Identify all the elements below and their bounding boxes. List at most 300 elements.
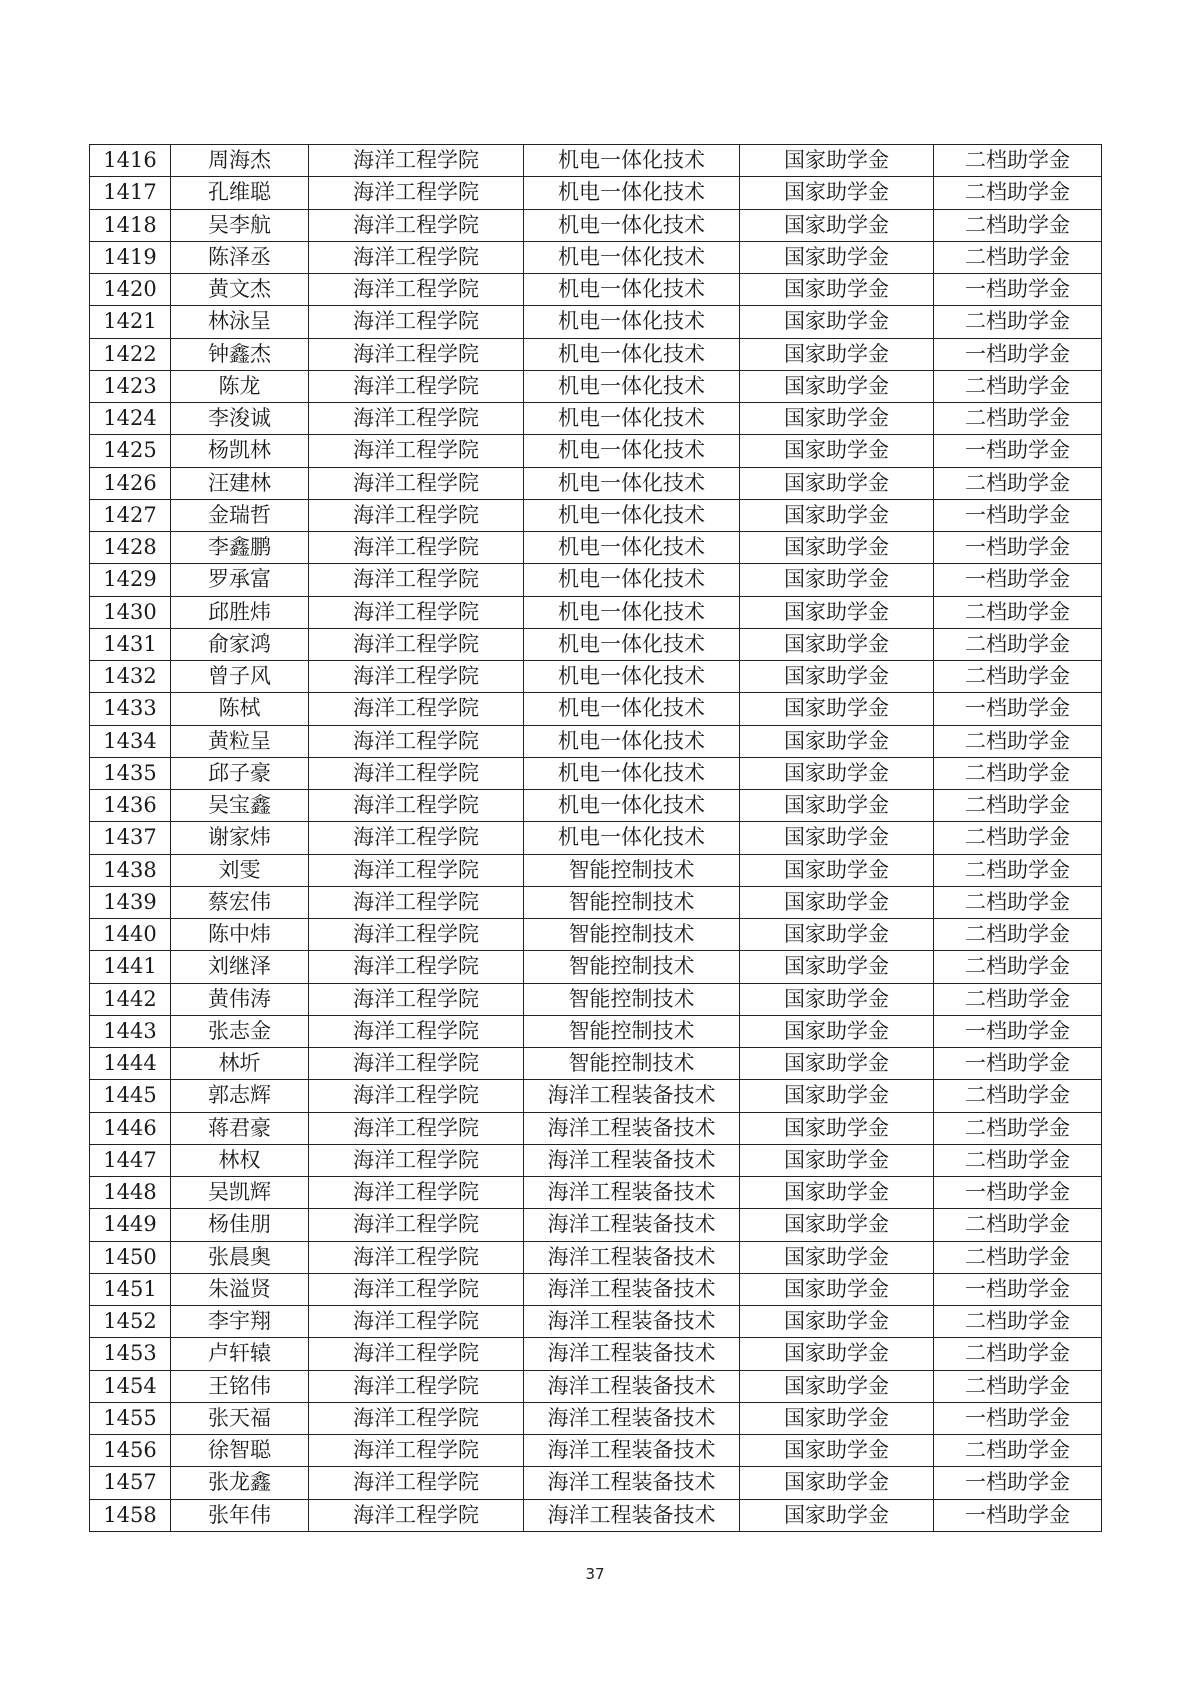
aid-level-cell: 二档助学金 [934, 822, 1102, 854]
college-cell: 海洋工程学院 [309, 1273, 524, 1305]
table-row [90, 274, 1102, 306]
aid-type-cell: 国家助学金 [740, 1015, 934, 1047]
college-cell: 海洋工程学院 [309, 499, 524, 531]
table-row [90, 757, 1102, 789]
serial-number-cell: 1446 [90, 1112, 171, 1144]
table-row [90, 370, 1102, 402]
serial-number-cell: 1457 [90, 1467, 171, 1499]
major-cell: 机电一体化技术 [524, 757, 740, 789]
table-row [90, 854, 1102, 886]
student-name-cell: 刘继泽 [171, 951, 309, 983]
college-cell: 海洋工程学院 [309, 886, 524, 918]
table-row [90, 1499, 1102, 1531]
major-cell: 海洋工程装备技术 [524, 1241, 740, 1273]
major-cell: 海洋工程装备技术 [524, 1177, 740, 1209]
college-cell: 海洋工程学院 [309, 628, 524, 660]
table-row [90, 661, 1102, 693]
aid-type-cell: 国家助学金 [740, 209, 934, 241]
aid-level-cell: 二档助学金 [934, 1144, 1102, 1176]
student-name-cell: 陈中炜 [171, 919, 309, 951]
aid-type-cell: 国家助学金 [740, 499, 934, 531]
student-name-cell: 陈泽丞 [171, 241, 309, 273]
aid-level-cell: 一档助学金 [934, 499, 1102, 531]
table-row [90, 338, 1102, 370]
serial-number-cell: 1444 [90, 1048, 171, 1080]
serial-number-cell: 1445 [90, 1080, 171, 1112]
aid-type-cell: 国家助学金 [740, 1273, 934, 1305]
student-name-cell: 金瑞哲 [171, 499, 309, 531]
major-cell: 海洋工程装备技术 [524, 1080, 740, 1112]
aid-level-cell: 二档助学金 [934, 983, 1102, 1015]
major-cell: 智能控制技术 [524, 886, 740, 918]
serial-number-cell: 1456 [90, 1435, 171, 1467]
aid-level-cell: 二档助学金 [934, 725, 1102, 757]
major-cell: 机电一体化技术 [524, 370, 740, 402]
table-row [90, 886, 1102, 918]
aid-type-cell: 国家助学金 [740, 306, 934, 338]
table-row [90, 499, 1102, 531]
serial-number-cell: 1451 [90, 1273, 171, 1305]
aid-level-cell: 二档助学金 [934, 1370, 1102, 1402]
table-row [90, 790, 1102, 822]
college-cell: 海洋工程学院 [309, 564, 524, 596]
major-cell: 智能控制技术 [524, 1048, 740, 1080]
major-cell: 机电一体化技术 [524, 467, 740, 499]
student-name-cell: 黄伟涛 [171, 983, 309, 1015]
serial-number-cell: 1430 [90, 596, 171, 628]
aid-type-cell: 国家助学金 [740, 919, 934, 951]
aid-type-cell: 国家助学金 [740, 370, 934, 402]
aid-type-cell: 国家助学金 [740, 1306, 934, 1338]
major-cell: 机电一体化技术 [524, 209, 740, 241]
major-cell: 海洋工程装备技术 [524, 1499, 740, 1531]
serial-number-cell: 1438 [90, 854, 171, 886]
major-cell: 机电一体化技术 [524, 338, 740, 370]
student-name-cell: 郭志辉 [171, 1080, 309, 1112]
aid-level-cell: 二档助学金 [934, 1080, 1102, 1112]
serial-number-cell: 1429 [90, 564, 171, 596]
aid-type-cell: 国家助学金 [740, 241, 934, 273]
aid-level-cell: 二档助学金 [934, 951, 1102, 983]
college-cell: 海洋工程学院 [309, 951, 524, 983]
student-name-cell: 刘雯 [171, 854, 309, 886]
aid-level-cell: 二档助学金 [934, 1112, 1102, 1144]
aid-type-cell: 国家助学金 [740, 1241, 934, 1273]
aid-level-cell: 二档助学金 [934, 177, 1102, 209]
college-cell: 海洋工程学院 [309, 661, 524, 693]
student-name-cell: 张年伟 [171, 1499, 309, 1531]
college-cell: 海洋工程学院 [309, 241, 524, 273]
aid-type-cell: 国家助学金 [740, 1144, 934, 1176]
aid-level-cell: 二档助学金 [934, 306, 1102, 338]
serial-number-cell: 1441 [90, 951, 171, 983]
aid-level-cell: 一档助学金 [934, 532, 1102, 564]
college-cell: 海洋工程学院 [309, 596, 524, 628]
aid-level-cell: 二档助学金 [934, 790, 1102, 822]
major-cell: 机电一体化技术 [524, 499, 740, 531]
serial-number-cell: 1425 [90, 435, 171, 467]
aid-type-cell: 国家助学金 [740, 1080, 934, 1112]
major-cell: 机电一体化技术 [524, 241, 740, 273]
aid-type-cell: 国家助学金 [740, 983, 934, 1015]
aid-level-cell: 一档助学金 [934, 1499, 1102, 1531]
aid-level-cell: 一档助学金 [934, 1467, 1102, 1499]
serial-number-cell: 1432 [90, 661, 171, 693]
student-name-cell: 周海杰 [171, 145, 309, 177]
student-name-cell: 李浚诚 [171, 403, 309, 435]
table-row [90, 532, 1102, 564]
college-cell: 海洋工程学院 [309, 790, 524, 822]
table-row [90, 1209, 1102, 1241]
major-cell: 机电一体化技术 [524, 661, 740, 693]
table-row [90, 306, 1102, 338]
student-name-cell: 张龙鑫 [171, 1467, 309, 1499]
aid-type-cell: 国家助学金 [740, 467, 934, 499]
aid-level-cell: 二档助学金 [934, 209, 1102, 241]
page-number: 37 [585, 1565, 605, 1583]
college-cell: 海洋工程学院 [309, 1435, 524, 1467]
major-cell: 机电一体化技术 [524, 177, 740, 209]
aid-type-cell: 国家助学金 [740, 693, 934, 725]
college-cell: 海洋工程学院 [309, 370, 524, 402]
aid-level-cell: 二档助学金 [934, 919, 1102, 951]
table-row [90, 1402, 1102, 1434]
aid-level-cell: 二档助学金 [934, 1338, 1102, 1370]
major-cell: 海洋工程装备技术 [524, 1402, 740, 1434]
table-row [90, 1112, 1102, 1144]
serial-number-cell: 1450 [90, 1241, 171, 1273]
aid-level-cell: 一档助学金 [934, 435, 1102, 467]
college-cell: 海洋工程学院 [309, 145, 524, 177]
college-cell: 海洋工程学院 [309, 1177, 524, 1209]
college-cell: 海洋工程学院 [309, 1338, 524, 1370]
college-cell: 海洋工程学院 [309, 1402, 524, 1434]
aid-type-cell: 国家助学金 [740, 790, 934, 822]
serial-number-cell: 1437 [90, 822, 171, 854]
major-cell: 机电一体化技术 [524, 790, 740, 822]
college-cell: 海洋工程学院 [309, 274, 524, 306]
aid-level-cell: 一档助学金 [934, 1273, 1102, 1305]
aid-level-cell: 一档助学金 [934, 564, 1102, 596]
major-cell: 机电一体化技术 [524, 435, 740, 467]
aid-level-cell: 二档助学金 [934, 467, 1102, 499]
serial-number-cell: 1439 [90, 886, 171, 918]
student-name-cell: 徐智聪 [171, 1435, 309, 1467]
major-cell: 机电一体化技术 [524, 725, 740, 757]
serial-number-cell: 1454 [90, 1370, 171, 1402]
student-name-cell: 蒋君豪 [171, 1112, 309, 1144]
aid-level-cell: 二档助学金 [934, 1209, 1102, 1241]
serial-number-cell: 1424 [90, 403, 171, 435]
serial-number-cell: 1419 [90, 241, 171, 273]
serial-number-cell: 1428 [90, 532, 171, 564]
student-name-cell: 黄文杰 [171, 274, 309, 306]
serial-number-cell: 1418 [90, 209, 171, 241]
college-cell: 海洋工程学院 [309, 1370, 524, 1402]
student-name-cell: 蔡宏伟 [171, 886, 309, 918]
aid-level-cell: 二档助学金 [934, 1306, 1102, 1338]
serial-number-cell: 1433 [90, 693, 171, 725]
serial-number-cell: 1427 [90, 499, 171, 531]
aid-type-cell: 国家助学金 [740, 1112, 934, 1144]
aid-level-cell: 二档助学金 [934, 757, 1102, 789]
aid-level-cell: 二档助学金 [934, 596, 1102, 628]
major-cell: 海洋工程装备技术 [524, 1435, 740, 1467]
college-cell: 海洋工程学院 [309, 209, 524, 241]
table-row [90, 145, 1102, 177]
aid-type-cell: 国家助学金 [740, 628, 934, 660]
college-cell: 海洋工程学院 [309, 983, 524, 1015]
college-cell: 海洋工程学院 [309, 919, 524, 951]
college-cell: 海洋工程学院 [309, 1112, 524, 1144]
table-row [90, 1273, 1102, 1305]
major-cell: 海洋工程装备技术 [524, 1112, 740, 1144]
aid-type-cell: 国家助学金 [740, 1209, 934, 1241]
aid-type-cell: 国家助学金 [740, 1177, 934, 1209]
college-cell: 海洋工程学院 [309, 757, 524, 789]
major-cell: 机电一体化技术 [524, 628, 740, 660]
college-cell: 海洋工程学院 [309, 822, 524, 854]
college-cell: 海洋工程学院 [309, 338, 524, 370]
aid-level-cell: 二档助学金 [934, 886, 1102, 918]
student-name-cell: 孔维聪 [171, 177, 309, 209]
student-name-cell: 王铭伟 [171, 1370, 309, 1402]
student-name-cell: 林泳呈 [171, 306, 309, 338]
college-cell: 海洋工程学院 [309, 854, 524, 886]
major-cell: 机电一体化技术 [524, 274, 740, 306]
aid-level-cell: 二档助学金 [934, 1435, 1102, 1467]
student-name-cell: 钟鑫杰 [171, 338, 309, 370]
aid-type-cell: 国家助学金 [740, 145, 934, 177]
college-cell: 海洋工程学院 [309, 435, 524, 467]
student-name-cell: 卢轩辕 [171, 1338, 309, 1370]
major-cell: 机电一体化技术 [524, 822, 740, 854]
college-cell: 海洋工程学院 [309, 1209, 524, 1241]
student-name-cell: 黄粒呈 [171, 725, 309, 757]
student-name-cell: 汪建林 [171, 467, 309, 499]
serial-number-cell: 1442 [90, 983, 171, 1015]
table-row [90, 209, 1102, 241]
serial-number-cell: 1426 [90, 467, 171, 499]
aid-level-cell: 二档助学金 [934, 403, 1102, 435]
serial-number-cell: 1423 [90, 370, 171, 402]
table-row [90, 1435, 1102, 1467]
serial-number-cell: 1440 [90, 919, 171, 951]
aid-type-cell: 国家助学金 [740, 822, 934, 854]
serial-number-cell: 1448 [90, 1177, 171, 1209]
table-body [90, 145, 1102, 1532]
serial-number-cell: 1421 [90, 306, 171, 338]
table-row [90, 1015, 1102, 1047]
student-name-cell: 吴凯辉 [171, 1177, 309, 1209]
serial-number-cell: 1434 [90, 725, 171, 757]
aid-level-cell: 一档助学金 [934, 1048, 1102, 1080]
student-name-cell: 陈栻 [171, 693, 309, 725]
aid-level-cell: 二档助学金 [934, 241, 1102, 273]
major-cell: 机电一体化技术 [524, 532, 740, 564]
college-cell: 海洋工程学院 [309, 1499, 524, 1531]
major-cell: 智能控制技术 [524, 951, 740, 983]
major-cell: 海洋工程装备技术 [524, 1467, 740, 1499]
table-row [90, 1370, 1102, 1402]
serial-number-cell: 1453 [90, 1338, 171, 1370]
aid-level-cell: 一档助学金 [934, 274, 1102, 306]
aid-level-cell: 一档助学金 [934, 1015, 1102, 1047]
student-name-cell: 吴宝鑫 [171, 790, 309, 822]
table-row [90, 1467, 1102, 1499]
college-cell: 海洋工程学院 [309, 403, 524, 435]
college-cell: 海洋工程学院 [309, 1048, 524, 1080]
major-cell: 海洋工程装备技术 [524, 1144, 740, 1176]
aid-type-cell: 国家助学金 [740, 338, 934, 370]
student-name-cell: 林权 [171, 1144, 309, 1176]
student-aid-table [89, 144, 1102, 1532]
serial-number-cell: 1416 [90, 145, 171, 177]
major-cell: 机电一体化技术 [524, 596, 740, 628]
aid-type-cell: 国家助学金 [740, 1499, 934, 1531]
aid-type-cell: 国家助学金 [740, 1467, 934, 1499]
aid-level-cell: 二档助学金 [934, 370, 1102, 402]
major-cell: 机电一体化技术 [524, 693, 740, 725]
student-name-cell: 谢家炜 [171, 822, 309, 854]
major-cell: 机电一体化技术 [524, 145, 740, 177]
student-name-cell: 张晨奥 [171, 1241, 309, 1273]
student-name-cell: 吴李航 [171, 209, 309, 241]
student-name-cell: 杨凯林 [171, 435, 309, 467]
serial-number-cell: 1449 [90, 1209, 171, 1241]
table-row [90, 1338, 1102, 1370]
aid-type-cell: 国家助学金 [740, 274, 934, 306]
major-cell: 智能控制技术 [524, 854, 740, 886]
student-name-cell: 陈龙 [171, 370, 309, 402]
aid-type-cell: 国家助学金 [740, 725, 934, 757]
table-row [90, 822, 1102, 854]
serial-number-cell: 1420 [90, 274, 171, 306]
student-name-cell: 曾子风 [171, 661, 309, 693]
serial-number-cell: 1455 [90, 1402, 171, 1434]
aid-type-cell: 国家助学金 [740, 854, 934, 886]
serial-number-cell: 1436 [90, 790, 171, 822]
serial-number-cell: 1431 [90, 628, 171, 660]
aid-type-cell: 国家助学金 [740, 1048, 934, 1080]
aid-type-cell: 国家助学金 [740, 661, 934, 693]
table-row [90, 628, 1102, 660]
college-cell: 海洋工程学院 [309, 1306, 524, 1338]
college-cell: 海洋工程学院 [309, 1080, 524, 1112]
aid-level-cell: 一档助学金 [934, 338, 1102, 370]
table-row [90, 1306, 1102, 1338]
major-cell: 海洋工程装备技术 [524, 1370, 740, 1402]
aid-level-cell: 二档助学金 [934, 145, 1102, 177]
college-cell: 海洋工程学院 [309, 1144, 524, 1176]
table-row [90, 1144, 1102, 1176]
serial-number-cell: 1452 [90, 1306, 171, 1338]
college-cell: 海洋工程学院 [309, 532, 524, 564]
aid-level-cell: 一档助学金 [934, 1177, 1102, 1209]
college-cell: 海洋工程学院 [309, 693, 524, 725]
aid-level-cell: 二档助学金 [934, 628, 1102, 660]
aid-type-cell: 国家助学金 [740, 596, 934, 628]
college-cell: 海洋工程学院 [309, 467, 524, 499]
table-row [90, 1048, 1102, 1080]
aid-type-cell: 国家助学金 [740, 757, 934, 789]
aid-level-cell: 一档助学金 [934, 693, 1102, 725]
aid-type-cell: 国家助学金 [740, 564, 934, 596]
aid-type-cell: 国家助学金 [740, 951, 934, 983]
serial-number-cell: 1435 [90, 757, 171, 789]
table-row [90, 951, 1102, 983]
major-cell: 机电一体化技术 [524, 403, 740, 435]
student-name-cell: 罗承富 [171, 564, 309, 596]
table-row [90, 1241, 1102, 1273]
major-cell: 海洋工程装备技术 [524, 1338, 740, 1370]
aid-level-cell: 一档助学金 [934, 1402, 1102, 1434]
aid-level-cell: 二档助学金 [934, 854, 1102, 886]
table-row [90, 596, 1102, 628]
student-name-cell: 朱溢贤 [171, 1273, 309, 1305]
college-cell: 海洋工程学院 [309, 725, 524, 757]
major-cell: 机电一体化技术 [524, 306, 740, 338]
table-row [90, 693, 1102, 725]
aid-type-cell: 国家助学金 [740, 1435, 934, 1467]
college-cell: 海洋工程学院 [309, 1015, 524, 1047]
aid-level-cell: 二档助学金 [934, 661, 1102, 693]
student-name-cell: 杨佳朋 [171, 1209, 309, 1241]
serial-number-cell: 1417 [90, 177, 171, 209]
table-row [90, 1177, 1102, 1209]
major-cell: 海洋工程装备技术 [524, 1306, 740, 1338]
major-cell: 智能控制技术 [524, 919, 740, 951]
aid-type-cell: 国家助学金 [740, 177, 934, 209]
table-row [90, 564, 1102, 596]
aid-type-cell: 国家助学金 [740, 403, 934, 435]
major-cell: 智能控制技术 [524, 1015, 740, 1047]
table-row [90, 177, 1102, 209]
student-name-cell: 张天福 [171, 1402, 309, 1434]
student-name-cell: 张志金 [171, 1015, 309, 1047]
student-name-cell: 李宇翔 [171, 1306, 309, 1338]
college-cell: 海洋工程学院 [309, 177, 524, 209]
student-name-cell: 李鑫鹏 [171, 532, 309, 564]
college-cell: 海洋工程学院 [309, 1241, 524, 1273]
major-cell: 海洋工程装备技术 [524, 1273, 740, 1305]
serial-number-cell: 1447 [90, 1144, 171, 1176]
table-row [90, 241, 1102, 273]
aid-type-cell: 国家助学金 [740, 1338, 934, 1370]
table-row [90, 725, 1102, 757]
serial-number-cell: 1443 [90, 1015, 171, 1047]
table-row [90, 983, 1102, 1015]
table-row [90, 467, 1102, 499]
major-cell: 智能控制技术 [524, 983, 740, 1015]
aid-type-cell: 国家助学金 [740, 886, 934, 918]
table-row [90, 919, 1102, 951]
aid-type-cell: 国家助学金 [740, 1402, 934, 1434]
student-name-cell: 邱子豪 [171, 757, 309, 789]
serial-number-cell: 1458 [90, 1499, 171, 1531]
aid-type-cell: 国家助学金 [740, 1370, 934, 1402]
major-cell: 机电一体化技术 [524, 564, 740, 596]
serial-number-cell: 1422 [90, 338, 171, 370]
student-name-cell: 邱胜炜 [171, 596, 309, 628]
table-row [90, 403, 1102, 435]
college-cell: 海洋工程学院 [309, 1467, 524, 1499]
aid-type-cell: 国家助学金 [740, 435, 934, 467]
aid-type-cell: 国家助学金 [740, 532, 934, 564]
table-row [90, 1080, 1102, 1112]
major-cell: 海洋工程装备技术 [524, 1209, 740, 1241]
student-name-cell: 俞家鸿 [171, 628, 309, 660]
